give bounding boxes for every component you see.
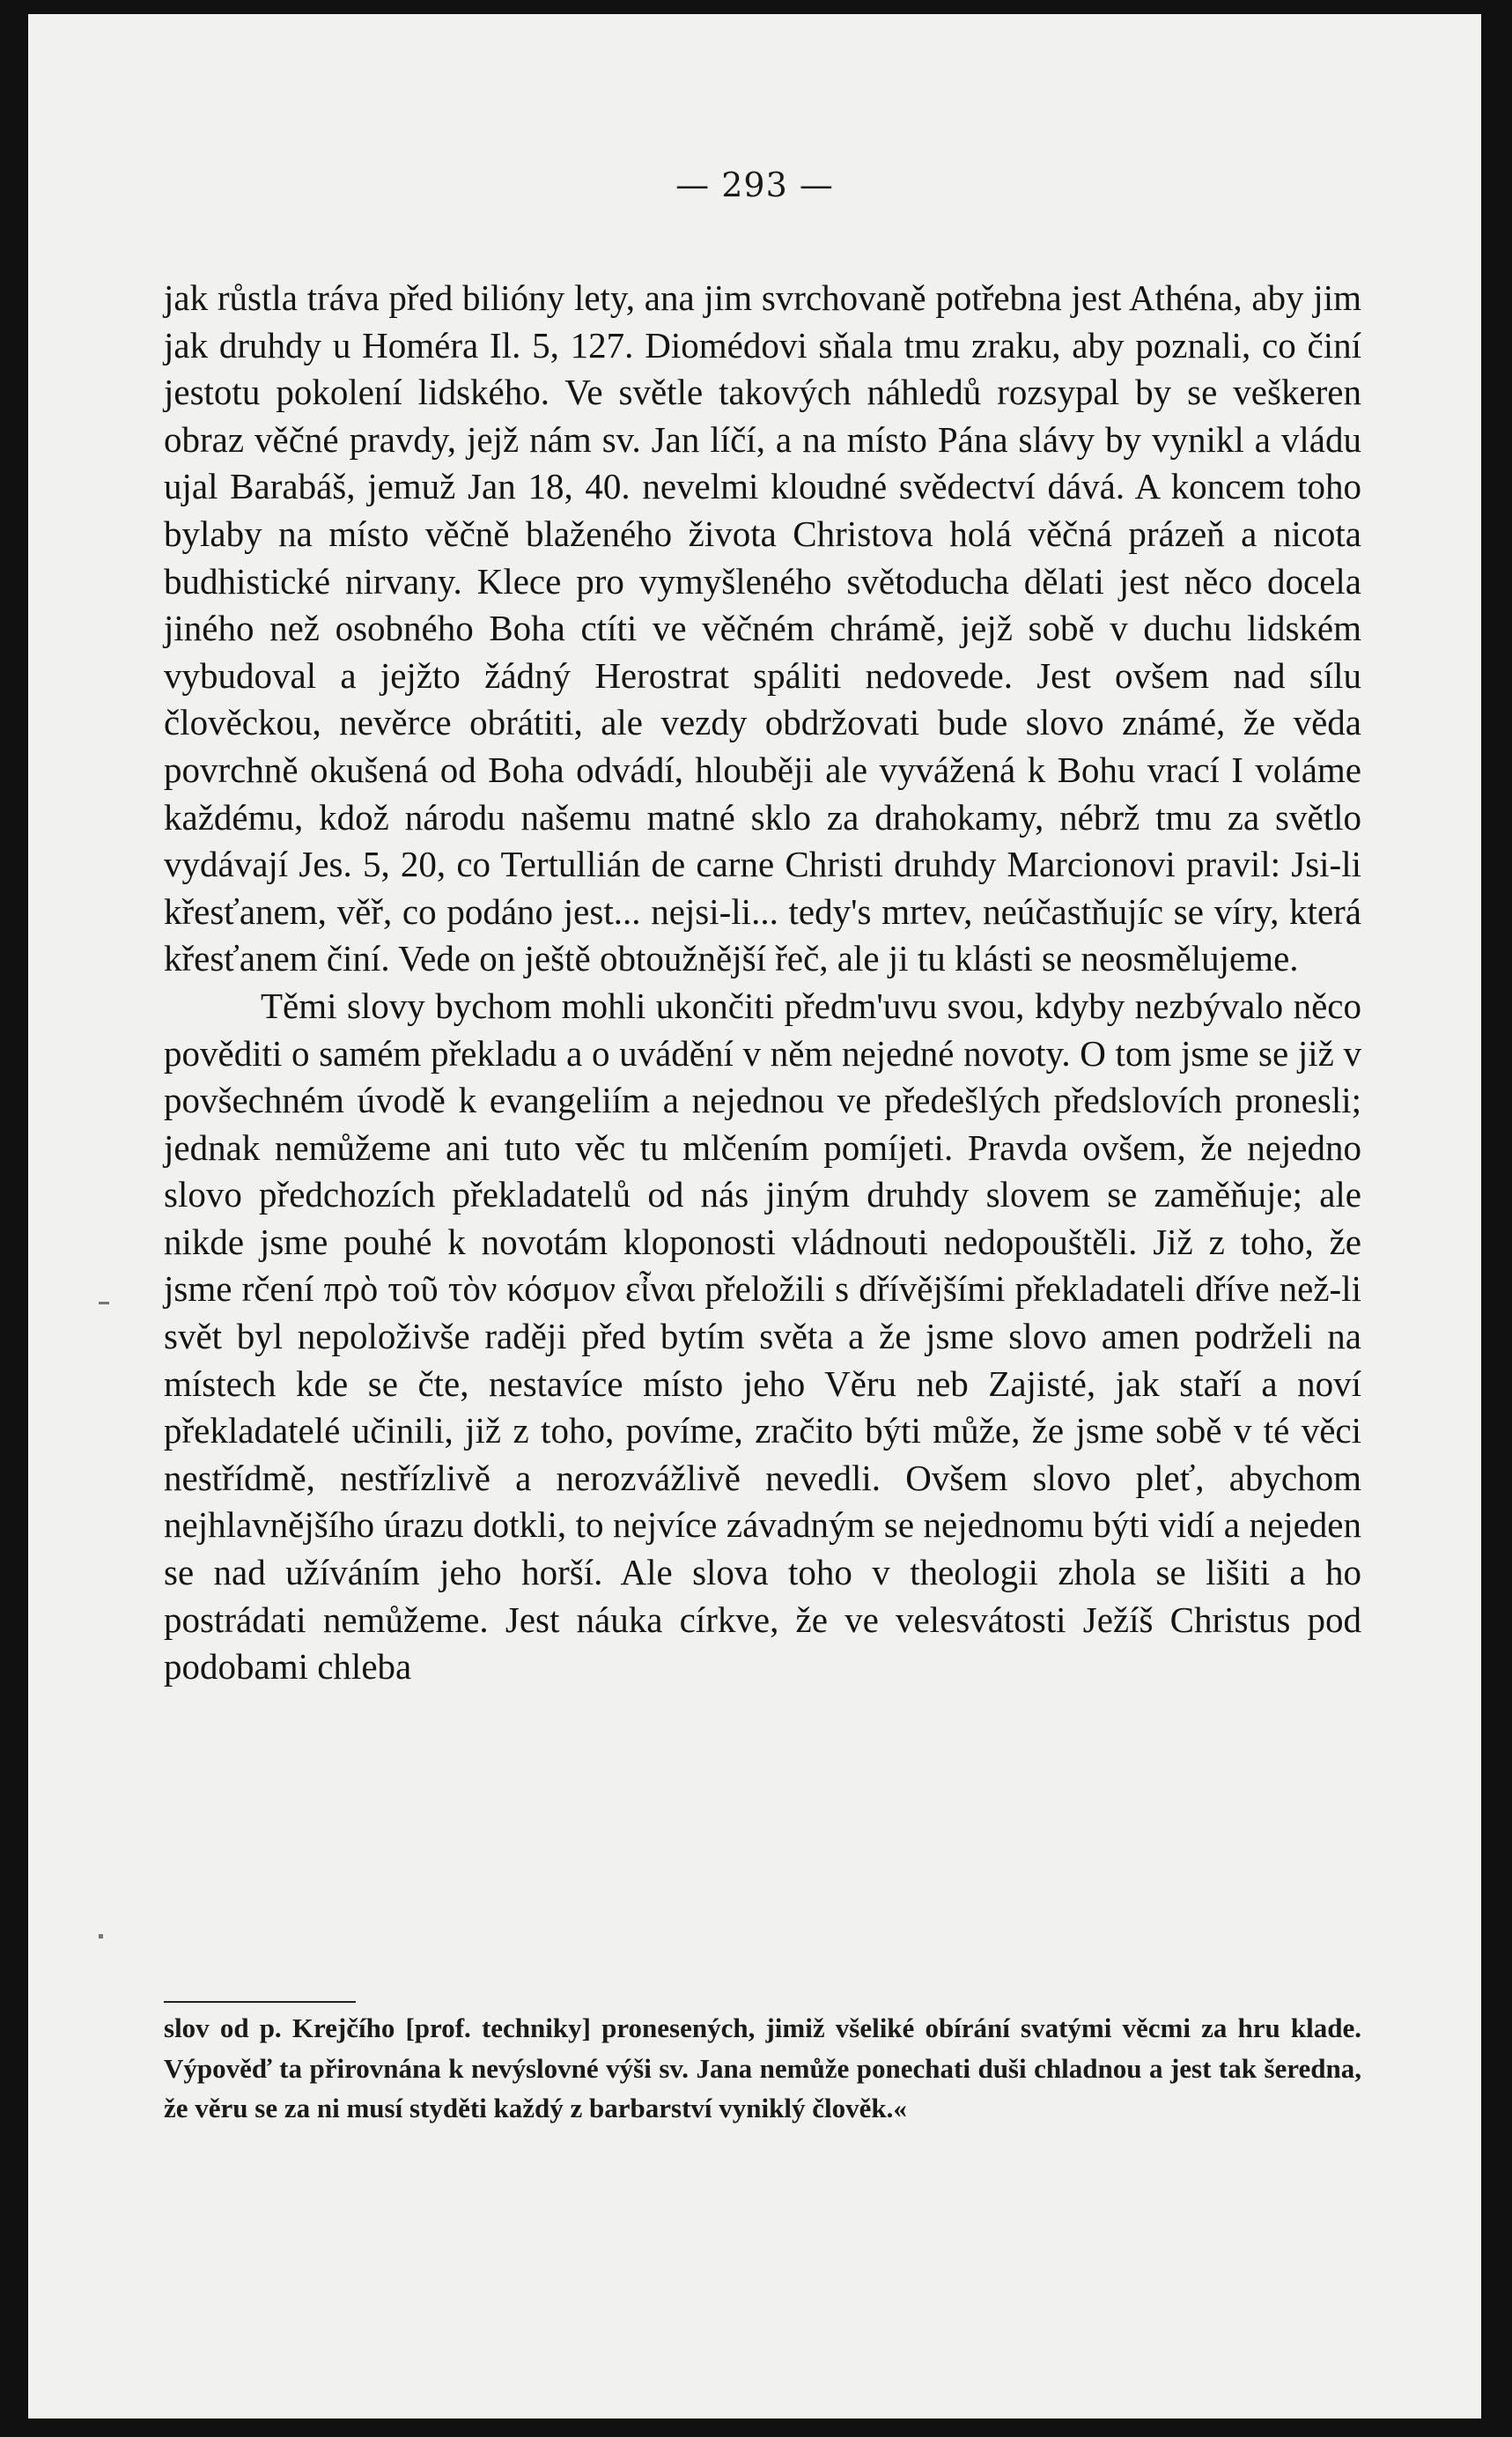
page-number: — 293 — xyxy=(675,166,834,204)
footnote-separator xyxy=(164,2001,356,2003)
paragraph-2: Těmi slovy bychom mohli ukončiti předm'uvu svou, kdyby nezbývalo něco pověditi o samém překladu a o uvádění v něm nejedné novoty. O tom jsme se již v povšechném úvodě k evangeliím a nejednou ve předešlých předslovích pronesli; jednak nemůžeme ani tuto věc tu mlčením pomíjeti. Pravda ovšem, že nejedno slovo předchozích překladatelů od nás jiným druhdy slovem se zaměňuje; ale nikde jsme pouhé k novotám kloponosti vládnouti nedopouštěli. Již z toho, že jsme rčení πρὸ τοῦ τὸν κόσμον εἶναι přeložili s dřívějšími překladateli dříve než-li svět byl nepoloživše raději před bytím světa a že jsme slovo amen podrželi na místech kde se čte, nestavíce místo jeho Věru neb Zajisté, jak staří a noví překladatelé učinili, již z toho, povíme, zračito býti může, že jsme sobě v té věci nestřídmě, nestřízlivě a nerozvážlivě nevedli. Ovšem slovo pleť, abychom nejhlavnějšího úrazu dotkli, to nejvíce závadným se nejednomu býti vidí a nejeden se nad užíváním jeho horší. Ale slova toho v theologii zhola se lišiti a ho postrádati nemůžeme. Jest náuka církve, že ve velesvátosti Ježíš Christus pod podobami chleba xyxy=(164,985,1361,1687)
footnote xyxy=(164,2008,1361,2129)
scan-mark xyxy=(99,1934,103,1939)
footnote-text: slov od p. Krejčího [prof. techniky] pronesených, jimiž všeliké obírání svatými věcmi za hru klade. Výpověď ta přirovnána k nevýslovné výši sv. Jana nemůže ponechati duši chladnou a jest tak šeredna, že věru se za ni musí styděti každý z barbarství vyniklý člověk.« xyxy=(164,2012,1361,2123)
scan-mark xyxy=(99,1302,109,1304)
book-page xyxy=(28,14,1481,2419)
main-text xyxy=(164,275,1361,1691)
paragraph-1: jak růstla tráva před bilióny lety, ana jim svrchovaně potřebna jest Athéna, aby jim jak druhdy u Homéra Il. 5, 127. Diomédovi sňala tmu zraku, aby poznali, co činí jestotu pokolení lidského. Ve světle takových náhledů rozsypal by se veškeren obraz věčné pravdy, jejž nám sv. Jan líčí, a na místo Pána slávy by vynikl a vládu ujal Barabáš, jemuž Jan 18, 40. nevelmi kloudné svědectví dává. A koncem toho bylaby na místo věčně blaženého života Christova holá věčná prázeň a nicota budhistické nirvany. Klece pro vymyšleného světoducha dělati jest něco docela jiného než osobného Boha ctíti ve věčném chrámě, jejž sobě v duchu lidském vybudoval a jejžto žádný Herostrat spáliti nedovede. Jest ovšem nad sílu člověckou, nevěrce obrátiti, ale vezdy obdržovati bude slovo známé, že věda povrchně okušená od Boha odvádí, hlouběji ale vyvážená k Bohu vrací I voláme každému, kdož národu našemu matné sklo za drahokamy, nébrž tmu za světlo vydávají Jes. 5, 20, co Tertullián de carne Christi druhdy Marcionovi pravil: Jsi-li křesťanem, věř, co podáno jest... nejsi-li... tedy's mrtev, neúčastňujíc se víry, která křesťanem činí. Vede on ještě obtoužnější řeč, ale ji tu klásti se neosmělujeme. xyxy=(164,277,1361,979)
